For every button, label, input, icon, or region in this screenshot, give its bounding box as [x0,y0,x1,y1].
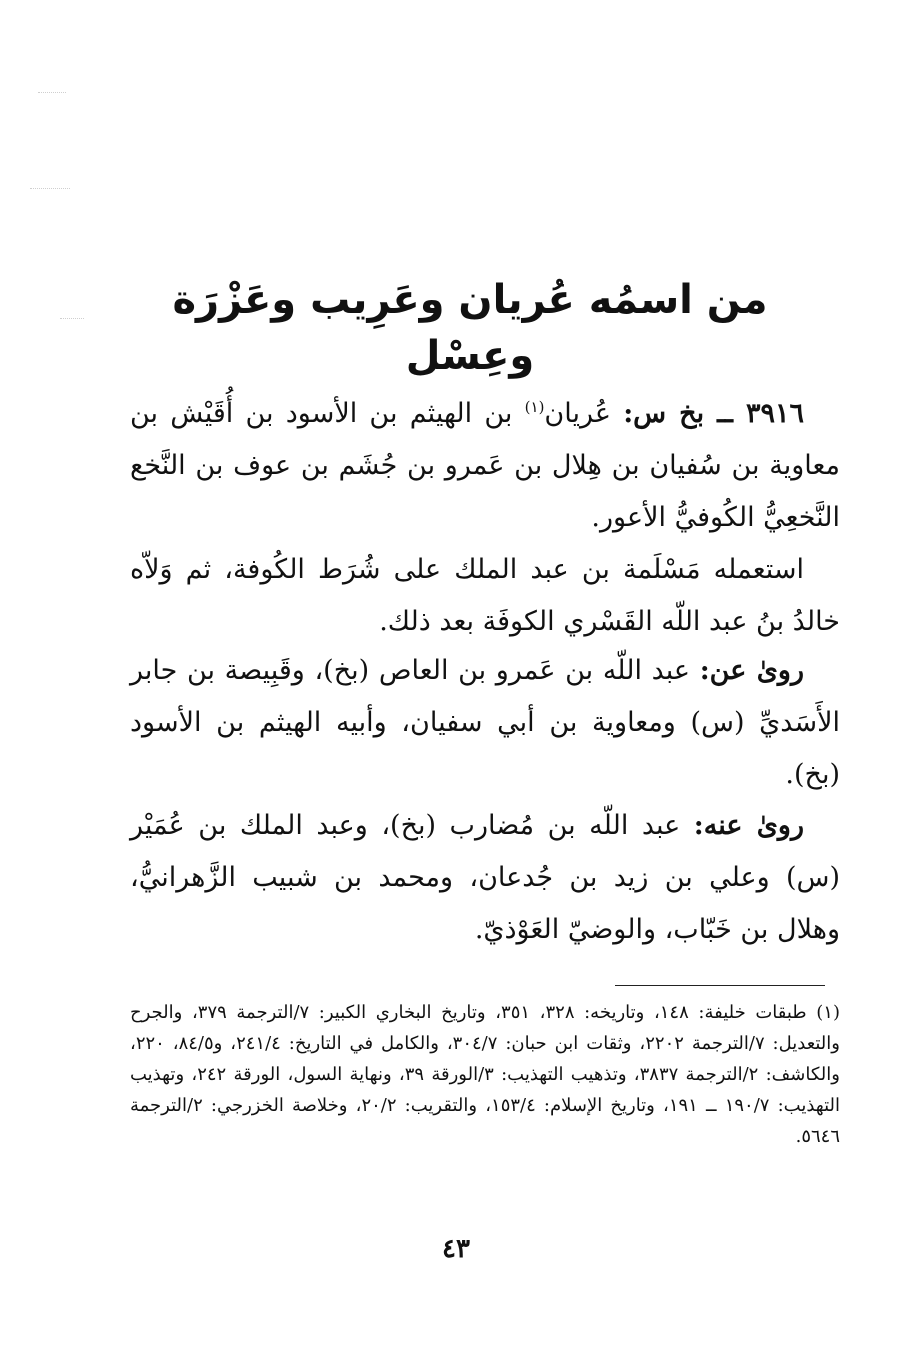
scan-mark [60,318,84,319]
person-name: عُريان [544,398,611,429]
paragraph-text: عبد اللّه بن عَمرو بن العاص (بخ)، وقَبِيصة بن جابر الأَسَديِّ (س) ومعاوية بن أبي سفيان، وأبيه الهيثم بن الأسود (بخ). [130,655,840,790]
narrated-from-label: روىٰ عن: [699,655,804,686]
narrated-by-paragraph [130,800,840,956]
entry-text: بن الهيثم بن الأسود بن أُقَيْش بن معاوية بن سُفيان بن هِلال بن عَمرو بن جُشَم بن عوف بن النَّخع النَّخعِيُّ الكُوفيُّ الأعور. [130,398,840,533]
footnote-marker: (١) [816,1002,840,1023]
chapter-title: من اسمُه عُريان وعَرِيب وعَزْرَة وعِسْل [172,277,768,379]
scan-mark [38,92,66,93]
footnote [130,997,840,1152]
footnote-reference[interactable]: (١) [524,398,545,416]
biography-entry-paragraph [130,388,840,544]
page-number: ٤٣ [442,1234,470,1264]
paragraph-text: استعمله مَسْلَمة بن عبد الملك على شُرَط الكُوفة، ثم وَلاّه خالدُ بنُ عبد اللّه القَسْري الكوفَة بعد ذلك. [130,554,840,637]
entry-number-and-codes: ٣٩١٦ ــ بخ س: [623,398,804,429]
biography-paragraph [130,544,840,648]
narrated-from-paragraph [130,645,840,801]
scan-mark [30,188,70,189]
footnote-text: طبقات خليفة: ١٤٨، وتاريخه: ٣٢٨، ٣٥١، وتاريخ البخاري الكبير: ٧/الترجمة ٣٧٩، والجرح والتعديل: ٧/الترجمة ٢٢٠٢، وثقات ابن حبان: ٣٠٤/٧، والكامل في التاريخ: ٢٤١/٤، و٨٤/٥، ٢٢٠، والكاشف: ٢/الترجمة ٣٨٣٧، وتذهيب التهذيب: ٣/الورقة ٣٩، ونهاية السول، الورقة ٢٤٢، وتهذيب التهذيب: ١٩٠/٧ ــ ١٩١، وتاريخ الإسلام: ١٥٣/٤، والتقريب: ٢٠/٢، وخلاصة الخزرجي: ٢/الترجمة ٥٦٤٦. [130,1002,840,1147]
paragraph-text: عبد اللّه بن مُضارب (بخ)، وعبد الملك بن عُمَيْر (س) وعلي بن زيد بن جُدعان، ومحمد بن شبيب الزَّهرانيُّ، وهلال بن خَبّاب، والوضيّ العَوْذيّ. [130,810,840,945]
footnote-divider [615,985,825,986]
narrated-by-label: روىٰ عنه: [693,810,804,841]
